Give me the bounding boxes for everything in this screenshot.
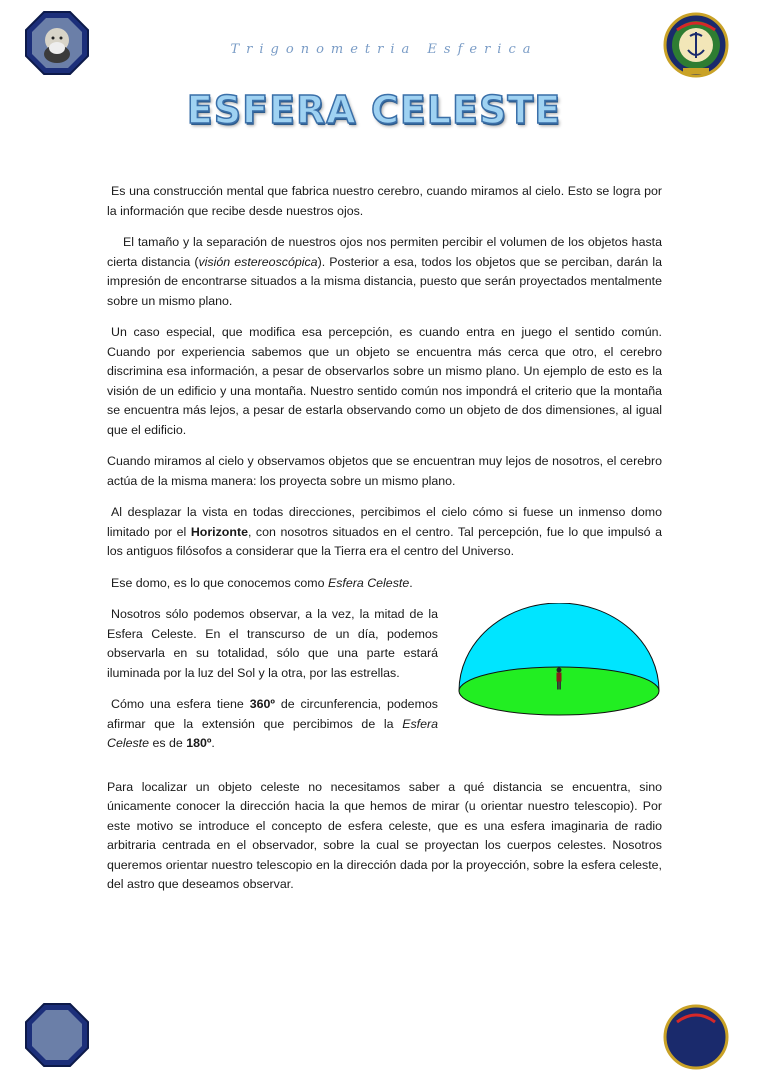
paragraph-2-text: El tamaño y la separación de nuestros ojos nos permiten percibir el volumen de los objetos hasta cierta distancia (: [107, 235, 662, 269]
paragraph-8-bold-360: 360º: [249, 697, 275, 711]
crest-logo-bottom-icon: [663, 1002, 729, 1072]
paragraph-2-text-end: ). Posterior a esa, todos los objetos que se perciban, darán la impresión de encontrarse situados a la misma distancia, puesto que serán proyectados mentalmente sobre un mismo plano.: [107, 254, 663, 308]
paragraph-8: [107, 695, 438, 754]
paragraph-6-text-end: .: [409, 575, 413, 590]
document-body: [107, 182, 662, 907]
celestial-dome-figure: [456, 603, 662, 733]
paragraph-8-text-mid2: es de: [149, 736, 187, 750]
paragraph-6: [107, 574, 662, 594]
paragraph-2: [107, 233, 662, 311]
paragraph-7: Nosotros sólo podemos observar, a la vez, la mitad de la Esfera Celeste. En el transcurso de un día, podemos observarla en su totalidad, sólo que una parte estará iluminada por la luz del Sol y la otra, por las estrellas.: [107, 607, 438, 680]
paragraph-8-text: Cómo una esfera tiene: [111, 697, 250, 711]
paragraph-6-italic: Esfera Celeste: [327, 575, 410, 590]
page-title: ESFERA CELESTE: [186, 88, 562, 132]
paragraph-4: Cuando miramos al cielo y observamos objetos que se encuentran muy lejos de nosotros, el cerebro actúa de la misma manera: los proyecta sobre un mismo plano.: [107, 454, 662, 488]
figure-section: [107, 605, 662, 766]
paragraph-9: Para localizar un objeto celeste no necesitamos saber a qué distancia se encuentra, sino únicamente conocer la dirección hacia la que hemos de mirar (u orientar nuestro telescopio). Por este motivo se introduce el concepto de esfera celeste, que es una esfera imaginaria de radio arbitraria centrada en el observador, sobre la cual se proyectan los cuerpos celestes. Nosotros queremos orientar nuestro telescopio en la dirección dada por la proyección, sobre la esfera celeste, del astro que deseamos observar.: [107, 779, 662, 891]
paragraph-8-text-end: .: [211, 736, 215, 750]
figure-text-column: [107, 605, 438, 766]
header-title: Trigonometria Esferica: [230, 42, 538, 57]
paragraph-3: Un caso especial, que modifica esa percepción, es cuando entra en juego el sentido común. Cuando por experiencia sabemos que un objeto se encuentra más cerca que otro, el cerebro discrimina esa información, a pesar de observarlos sobre un mismo plano. Un ejemplo de esto es la visión de un edificio y una montaña. Nuestro sentido común nos impondrá el criterio que la montaña se encuentra más lejos, a pesar de estarla observando como un objeto de dos dimensiones, al igual que el edificio.: [107, 325, 662, 437]
portrait-logo-bottom-icon: [24, 1002, 90, 1068]
paragraph-8-italic: Esfera Celeste: [107, 716, 438, 750]
paragraph-8-bold-180: 180º: [186, 736, 212, 750]
paragraph-5-text: Al desplazar la vista en todas direcciones, percibimos el cielo cómo si fuese un inmenso domo limitado por el: [107, 505, 662, 539]
paragraph-5-bold: Horizonte: [190, 524, 248, 539]
paragraph-5: [107, 503, 662, 562]
paragraph-5-text-end: , con nosotros situados en el centro. Tal percepción, fue lo que impulsó a los antiguos filósofos a considerar que la Tierra era el centro del Universo.: [107, 524, 662, 558]
paragraph-1: Es una construcción mental que fabrica nuestro cerebro, cuando miramos al cielo. Esto se logra por la información que recibe desde nuestros ojos.: [107, 184, 662, 218]
paragraph-6-text: Ese domo, es lo que conocemos como: [111, 575, 328, 590]
paragraph-2-italic: visión estereoscópica: [198, 254, 318, 269]
paragraph-8-text-mid: de circunferencia, podemos afirmar que la extensión que percibimos de la: [107, 697, 438, 731]
